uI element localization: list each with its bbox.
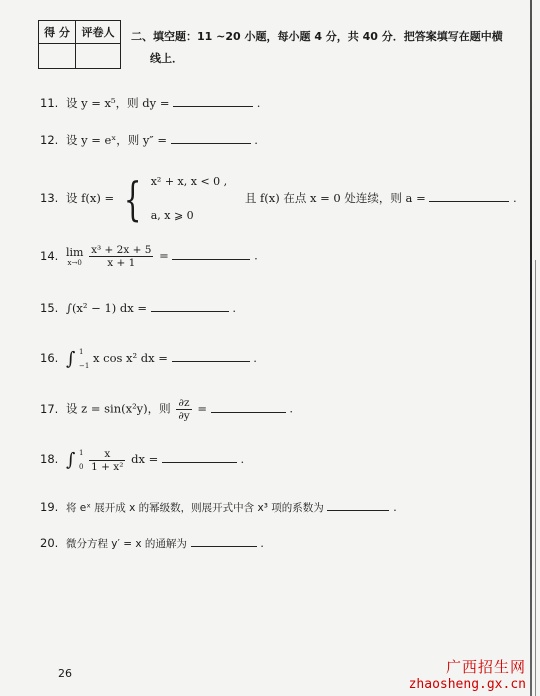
question-tail: .	[253, 351, 257, 365]
question-text: x cos x² dx =	[92, 351, 172, 365]
case-2: a, x ⩾ 0	[150, 209, 194, 222]
question-18	[40, 446, 244, 474]
question-number: 12.	[40, 133, 59, 147]
answer-blank[interactable]	[172, 247, 250, 260]
question-19	[40, 498, 397, 515]
question-number: 13.	[40, 191, 59, 205]
section-title-line1: 二、填空题：11 ~20 小题，每小题 4 分，共 40 分．把答案填写在题中横	[131, 30, 503, 43]
question-13	[40, 165, 517, 233]
grader-header: 评卷人	[76, 21, 121, 44]
answer-blank[interactable]	[162, 450, 237, 463]
question-text: 设 z = sin(x²y)，则	[65, 401, 175, 416]
question-16	[40, 345, 257, 373]
question-number: 15.	[40, 301, 59, 315]
page-number: 26	[58, 667, 72, 680]
numerator: x	[89, 448, 125, 461]
lower-limit: −1	[79, 362, 90, 370]
question-text: dx =	[131, 452, 162, 466]
scan-edge	[530, 0, 532, 696]
section-heading	[131, 26, 511, 70]
question-tail: .	[260, 536, 264, 550]
question-text: 设 y = x⁵，则 dy =	[65, 96, 174, 110]
question-tail: .	[393, 500, 397, 514]
watermark-url: zhaosheng.gx.cn	[408, 677, 526, 692]
upper-limit: 1	[79, 449, 84, 457]
score-cell	[39, 44, 76, 69]
question-number: 16.	[40, 351, 59, 365]
denominator: 1 + x²	[91, 460, 124, 473]
answer-blank[interactable]	[327, 498, 389, 511]
piecewise-cases	[151, 165, 227, 233]
upper-limit: 1	[79, 348, 84, 356]
denominator: ∂y	[178, 410, 190, 422]
answer-blank[interactable]	[171, 131, 251, 144]
lower-limit: 0	[79, 463, 84, 471]
question-text: 微分方程 y′ = x 的通解为	[65, 538, 187, 550]
question-tail: .	[232, 301, 237, 315]
question-suffix: 且 f(x) 在点 x = 0 处连续，则 a =	[244, 191, 430, 205]
answer-blank[interactable]	[151, 299, 229, 312]
question-number: 20.	[40, 536, 59, 550]
question-15	[40, 299, 236, 315]
question-text: ∫(x² − 1) dx =	[65, 301, 151, 315]
question-17	[40, 397, 293, 422]
question-12	[40, 131, 258, 148]
integral-sign: ∫	[65, 348, 76, 370]
score-table	[38, 20, 121, 69]
equals-sign: =	[159, 248, 173, 263]
question-tail: .	[513, 191, 517, 205]
answer-blank[interactable]	[173, 94, 253, 107]
question-number: 18.	[40, 452, 59, 466]
question-tail: .	[256, 96, 261, 110]
brace-symbol: {	[123, 172, 142, 226]
integral-limits	[79, 345, 89, 373]
answer-blank[interactable]	[172, 349, 250, 362]
numerator: x³ + 2x + 5	[91, 244, 152, 256]
site-watermark	[409, 656, 526, 692]
question-20	[40, 534, 264, 551]
section-title-line2: 线上．	[150, 52, 183, 65]
question-text: 设 y = eˣ，则 y″ =	[65, 133, 171, 147]
lim-subscript: x→0	[67, 259, 82, 267]
question-tail: .	[289, 401, 293, 416]
question-prefix: 设 f(x) =	[65, 191, 118, 205]
question-text: 将 eˣ 展开成 x 的幂级数，则展开式中含 x³ 项的系数为	[65, 502, 324, 514]
answer-blank[interactable]	[191, 534, 257, 547]
answer-blank[interactable]	[429, 189, 509, 202]
question-tail: .	[240, 452, 245, 466]
question-number: 11.	[40, 96, 59, 110]
denominator: x + 1	[107, 257, 136, 269]
watermark-text: 广西招生网	[445, 658, 526, 676]
lim-text: lim	[65, 246, 84, 259]
question-tail: .	[254, 248, 258, 263]
equals-sign: =	[197, 401, 211, 416]
question-tail: .	[254, 133, 258, 147]
question-number: 17.	[40, 401, 59, 416]
fraction	[89, 244, 153, 269]
answer-blank[interactable]	[211, 400, 286, 413]
case-1: x² + x, x < 0 ,	[150, 175, 228, 188]
question-14	[40, 244, 258, 269]
question-11	[40, 94, 260, 111]
question-number: 19.	[40, 500, 59, 514]
scan-edge-shadow	[535, 260, 536, 696]
score-header: 得 分	[39, 21, 76, 44]
question-number: 14.	[40, 248, 59, 263]
partial-derivative	[176, 397, 191, 422]
grader-cell	[76, 44, 121, 69]
integral-limits	[79, 446, 83, 474]
integral-sign: ∫	[65, 449, 76, 471]
limit-operator	[66, 246, 83, 267]
fraction	[89, 448, 125, 473]
numerator: ∂z	[176, 397, 191, 410]
